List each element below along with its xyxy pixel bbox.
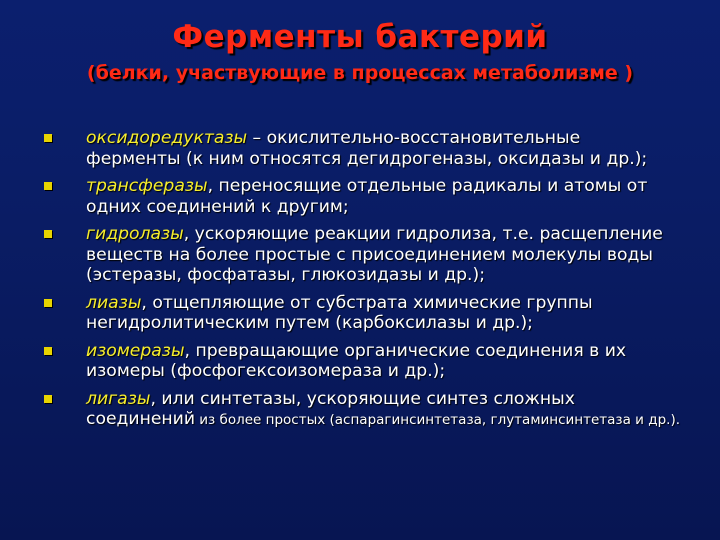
list-item-isomerases [44,341,680,382]
term-hydrolases: гидролазы [86,224,184,244]
term-lyases: лиазы [86,292,142,313]
square-bullet-icon [44,299,52,307]
description-lyases: , отщепляющие от субстрата химические группы негидролитическим путем (карбоксилазы и др.); [86,292,593,333]
description-ligases-small: из более простых (аспарагинсинтетаза, глутаминсинтетаза и др.). [194,412,680,428]
term-transferases: трансферазы [86,176,208,196]
list-item-ligases [44,389,680,431]
square-bullet-icon [44,347,52,355]
square-bullet-icon [44,395,52,403]
square-bullet-icon [44,182,52,190]
list-item-hydrolases [44,224,680,286]
description-hydrolases: , ускоряющие реакции гидролиза, т.е. расщепление веществ на более простые с присоединением молекулы воды (эстеразы, фосфатазы, глюкозидазы и др.); [86,224,663,285]
description-isomerases: , превращающие органические соединения в их изомеры (фосфогексоизомераза и др.); [86,340,627,381]
description-ligases: , или синтетазы, ускоряющие синтез сложных соединений [86,388,575,429]
slide-title: Ферменты бактерий [172,19,548,55]
term-isomerases: изомеразы [86,340,185,361]
description-oxidoreductases: – окислительно-восстановительные ферменты (к ним относятся дегидрогеназы, оксидазы и др.); [86,128,648,169]
square-bullet-icon [44,134,52,142]
square-bullet-icon [44,230,52,238]
title-block [0,18,720,87]
term-ligases: лигазы [86,388,151,409]
term-oxidoreductases: оксидоредуктазы [86,128,248,148]
list-item-transferases [44,176,680,217]
slide-subtitle: (белки, участвующие в процессах метаболизме ) [86,62,634,84]
enzyme-list [44,128,680,438]
list-item-oxidoreductases [44,128,680,169]
list-item-lyases [44,293,680,334]
description-transferases: , переносящие отдельные радикалы и атомы от одних соединений к другим; [86,176,648,217]
